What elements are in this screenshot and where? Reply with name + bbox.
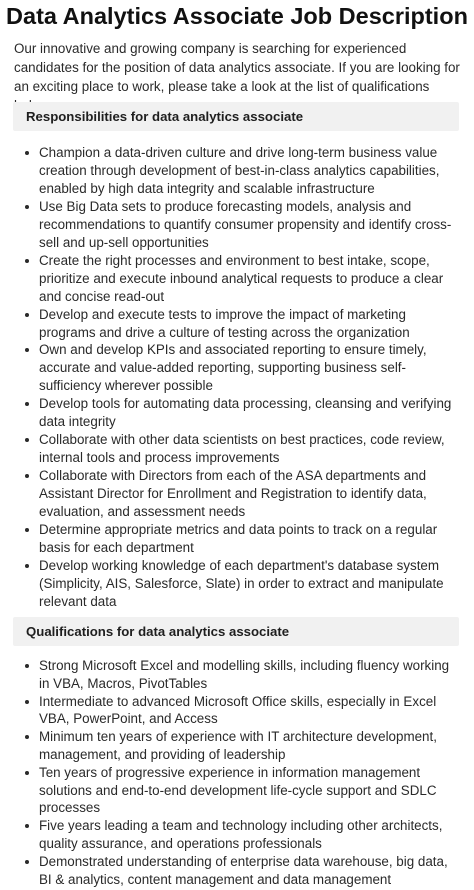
list-item-text: Use Big Data sets to produce forecasting models, analysis and recommendations to quantify consumer propensity and identify cross-sell and up-sell opportunities bbox=[39, 198, 452, 250]
list-item bbox=[0, 764, 474, 817]
list-item bbox=[0, 853, 474, 889]
page-title: Data Analytics Associate Job Description bbox=[6, 3, 468, 29]
list-item bbox=[0, 817, 474, 853]
bullet-icon bbox=[25, 348, 29, 352]
list-item bbox=[0, 198, 474, 252]
list-item-text: Develop working knowledge of each department's database system (Simplicity, AIS, Salesforce, Slate) in order to extract and manipulate relevant data bbox=[39, 557, 444, 609]
list-item-text: Intermediate to advanced Microsoft Office skills, especially in Excel VBA, PowerPoint, and Access bbox=[39, 693, 437, 727]
list-item bbox=[0, 467, 474, 521]
bullet-icon bbox=[25, 402, 29, 406]
list-item bbox=[0, 431, 474, 467]
list-item-text: Strong Microsoft Excel and modelling skills, including fluency working in VBA, Macros, PivotTables bbox=[39, 658, 450, 691]
list-item-text: Determine appropriate metrics and data points to track on a regular basis for each department bbox=[39, 522, 438, 555]
list-item-text: Ten years of progressive experience in information management solutions and end-to-end development life-cycle support and SDLC processes bbox=[39, 764, 437, 816]
bullet-icon bbox=[25, 564, 29, 568]
list-item-text: Five years leading a team and technology including other architects, quality assurance, and operations professionals bbox=[39, 818, 443, 851]
list-item-text: Champion a data-driven culture and drive long-term business value creation through development of best-in-class analytics capabilities, enabled by high data integrity and scalable infrastructure bbox=[39, 145, 440, 196]
list-item bbox=[0, 521, 474, 557]
list-item bbox=[0, 306, 474, 342]
list-item-text: Collaborate with Directors from each of the ASA departments and Assistant Director for Enrollment and Registration to identify data, evaluation, and assessment needs bbox=[39, 468, 427, 520]
responsibilities-list bbox=[0, 144, 474, 611]
qualifications-list bbox=[0, 657, 474, 888]
list-item-text: Own and develop KPIs and associated reporting to ensure timely, accurate and value-added reporting, supporting business self-sufficiency wherever possible bbox=[39, 342, 427, 394]
bullet-icon bbox=[25, 205, 29, 209]
list-item-text: Collaborate with other data scientists on best practices, code review, internal tools and process improvements bbox=[39, 432, 445, 466]
list-item bbox=[0, 693, 474, 729]
list-item bbox=[0, 657, 474, 693]
responsibilities-heading: Responsibilities for data analytics associate bbox=[13, 102, 459, 131]
list-item-text: Develop and execute tests to improve the impact of marketing programs and drive a culture of testing across the organization bbox=[39, 306, 410, 340]
bullet-icon bbox=[25, 438, 29, 442]
list-item bbox=[0, 557, 474, 611]
bullet-icon bbox=[25, 151, 29, 155]
list-item bbox=[0, 395, 474, 431]
intro-paragraph: Our innovative and growing company is searching for experienced candidates for the position of data analytics associate. If you are looking for an exciting place to work, please take a look at the list of qualifications bbox=[14, 41, 460, 94]
list-item-text: Demonstrated understanding of enterprise data warehouse, big data, BI & analytics, content management and data management bbox=[39, 853, 448, 887]
bullet-icon bbox=[25, 313, 29, 317]
list-item bbox=[0, 728, 474, 764]
bullet-icon bbox=[25, 259, 29, 263]
bullet-icon bbox=[25, 735, 29, 739]
bullet-icon bbox=[25, 860, 29, 864]
list-item-text: Develop tools for automating data processing, cleansing and verifying data integrity bbox=[39, 396, 452, 430]
list-item-text: Minimum ten years of experience with IT architecture development, management, and providing of leadership bbox=[39, 729, 437, 762]
bullet-icon bbox=[25, 528, 29, 532]
bullet-icon bbox=[25, 474, 29, 478]
bullet-icon bbox=[25, 771, 29, 775]
list-item bbox=[0, 252, 474, 306]
list-item bbox=[0, 341, 474, 395]
bullet-icon bbox=[25, 700, 29, 704]
bullet-icon bbox=[25, 664, 29, 668]
list-item-text: Create the right processes and environment to best intake, scope, prioritize and execute inbound analytical requests to produce a clear and concise read-out bbox=[39, 252, 444, 304]
qualifications-heading: Qualifications for data analytics associate bbox=[13, 617, 459, 646]
list-item bbox=[0, 144, 474, 198]
bullet-icon bbox=[25, 824, 29, 828]
